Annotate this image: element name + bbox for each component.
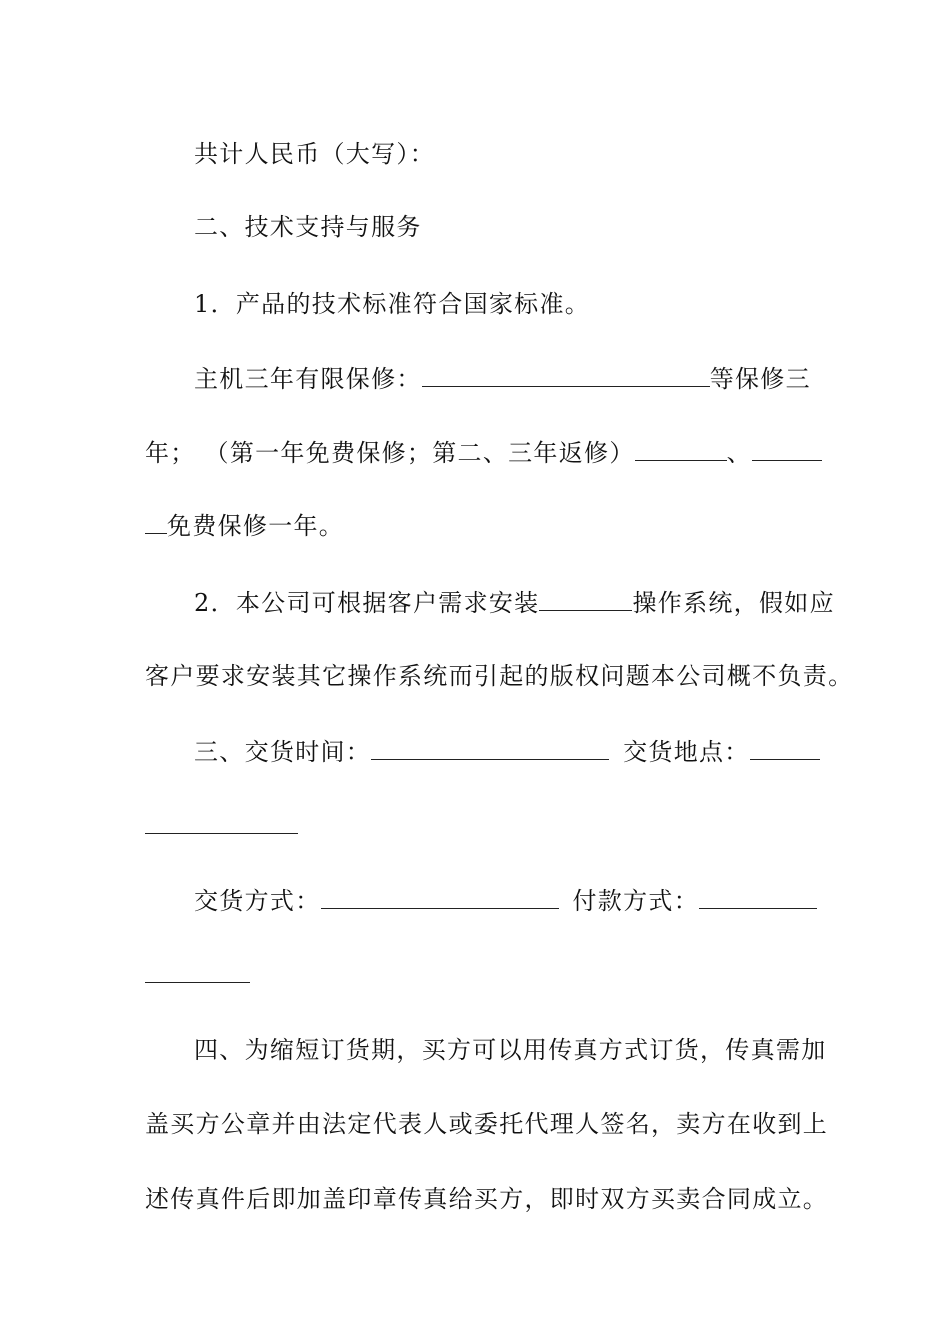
total-rmb-line — [194, 138, 807, 170]
warranty-blank-3 — [752, 436, 822, 461]
section-4-text-2: 盖买方公章并由法定代表人或委托代理人签名，卖方在收到上 — [145, 1110, 829, 1138]
section-4-line-1 — [194, 1034, 827, 1066]
section-4-line-2 — [145, 1108, 829, 1140]
clause-2-1 — [194, 288, 807, 320]
warranty-line — [194, 362, 811, 395]
delivery-time-label: 三、交货时间： — [194, 738, 372, 766]
clause-2-2-text: 2．本公司可根据客户需求安装 — [194, 589, 540, 617]
delivery-place-blank — [750, 735, 820, 760]
warranty-blank — [422, 362, 710, 387]
section-4-text-1: 四、为缩短订货期，买方可以用传真方式订货，传真需加 — [194, 1036, 827, 1064]
section-4-text-3: 述传真件后即加盖印章传真给买方，即时双方买卖合同成立。 — [145, 1185, 829, 1213]
clause-2-2-suffix: 操作系统，假如应 — [632, 589, 835, 617]
payment-method-blank-cont — [145, 982, 250, 983]
delivery-line — [194, 735, 807, 768]
free-warranty-text: 免费保修一年。 — [167, 512, 345, 540]
section-2-heading — [194, 211, 807, 243]
clause-2-2-cont — [145, 660, 854, 692]
section-4-line-3 — [145, 1183, 829, 1215]
clause-2-2-cont-text: 客户要求安装其它操作系统而引起的版权问题本公司概不负责。 — [145, 662, 854, 690]
delivery-payment-line — [194, 884, 807, 917]
warranty-suffix: 等保修三 — [709, 365, 811, 393]
warranty-blank-4 — [145, 509, 167, 534]
total-rmb-label: 共计人民币（大写）： — [194, 140, 435, 168]
warranty-separator: 、 — [726, 439, 752, 467]
delivery-method-label: 交货方式： — [194, 887, 321, 915]
section-2-title: 二、技术支持与服务 — [194, 213, 422, 241]
clause-2-1-text: 1．产品的技术标准符合国家标准。 — [194, 290, 591, 318]
delivery-time-blank — [371, 735, 609, 760]
os-blank — [539, 586, 632, 611]
warranty-line-2 — [145, 436, 807, 469]
delivery-place-label: 交货地点： — [623, 738, 750, 766]
delivery-place-blank-cont — [145, 833, 298, 834]
payment-method-label: 付款方式： — [572, 887, 699, 915]
warranty-blank-2 — [635, 436, 727, 461]
payment-method-blank — [699, 884, 817, 909]
warranty-terms-text: 年； （第一年免费保修；第二、三年返修） — [145, 439, 635, 467]
warranty-label: 主机三年有限保修： — [194, 365, 422, 393]
clause-2-2 — [194, 586, 835, 619]
warranty-line-3 — [145, 509, 807, 542]
delivery-method-blank — [321, 884, 559, 909]
